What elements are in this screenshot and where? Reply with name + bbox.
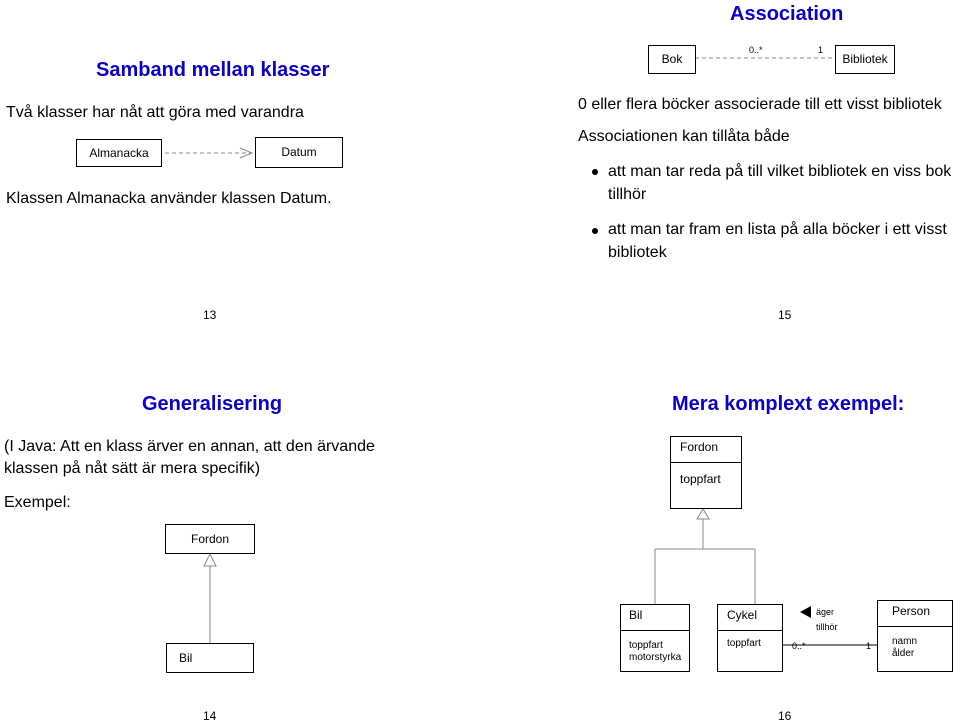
association-label: äger bbox=[816, 607, 835, 617]
bullet-text: att man tar reda på till vilket bibliotek en viss bok bbox=[608, 163, 952, 180]
class-attribute: toppfart bbox=[727, 638, 761, 649]
slide13-text-2: Klassen Almanacka använder klassen Datum. bbox=[6, 190, 332, 207]
class-attribute: toppfart bbox=[680, 472, 721, 486]
class-box-fordon bbox=[670, 436, 742, 509]
class-attribute: ålder bbox=[892, 648, 915, 659]
multiplicity-left: 0..* bbox=[749, 45, 763, 55]
bullet-icon bbox=[592, 228, 598, 234]
class-name: Bibliotek bbox=[842, 52, 888, 66]
bullet-text: att man tar fram en lista på alla böcker i ett visst bbox=[608, 221, 947, 238]
slide14-title: Generalisering bbox=[142, 393, 283, 415]
class-name: Bil bbox=[621, 605, 689, 631]
slide14-text-1: (I Java: Att en klass ärver en annan, att den ärvande bbox=[4, 438, 375, 455]
page-number: 13 bbox=[203, 308, 217, 322]
page-number: 14 bbox=[203, 709, 217, 723]
class-box-bok bbox=[648, 45, 696, 74]
slide15-text-1: 0 eller flera böcker associerade till ett visst bibliotek bbox=[578, 96, 942, 113]
multiplicity-right: 1 bbox=[818, 45, 824, 55]
class-box-bibliotek bbox=[835, 45, 895, 74]
class-name: Bok bbox=[661, 52, 683, 66]
class-box-bil bbox=[166, 643, 254, 673]
slide15-title: Association bbox=[730, 3, 844, 25]
class-box-person bbox=[877, 600, 953, 672]
class-box-almanacka bbox=[76, 139, 162, 167]
page-number: 16 bbox=[778, 709, 792, 723]
slide14-text-2: klassen på nåt sätt är mera specifik) bbox=[4, 460, 261, 477]
class-name: Person bbox=[878, 601, 952, 627]
class-name: Fordon bbox=[190, 532, 230, 546]
class-box-bil bbox=[620, 604, 690, 672]
class-name: Almanacka bbox=[89, 146, 149, 160]
class-box-cykel bbox=[717, 604, 783, 672]
multiplicity-left: 0..* bbox=[792, 641, 806, 651]
class-attribute: toppfart bbox=[629, 640, 663, 651]
slide13-text-1: Två klasser har nåt att göra med varandra bbox=[6, 104, 304, 121]
class-name: Datum bbox=[281, 145, 317, 159]
bullet-text-cont: tillhör bbox=[608, 186, 647, 203]
class-attribute: motorstyrka bbox=[629, 652, 682, 663]
bullet-text-cont: bibliotek bbox=[608, 244, 667, 261]
slide16-title: Mera komplext exempel: bbox=[672, 393, 905, 415]
class-box-fordon bbox=[165, 524, 255, 554]
class-name: Cykel bbox=[718, 605, 782, 631]
association-label: tillhör bbox=[816, 622, 838, 632]
page-number: 15 bbox=[778, 308, 792, 322]
class-attribute: namn bbox=[892, 636, 918, 647]
slide13-title: Samband mellan klasser bbox=[96, 59, 330, 81]
multiplicity-right: 1 bbox=[866, 641, 872, 651]
bullet-icon bbox=[592, 169, 598, 175]
slide14-text-3: Exempel: bbox=[4, 494, 71, 511]
class-box-datum bbox=[255, 137, 343, 168]
class-name: Fordon bbox=[671, 437, 741, 463]
class-name: Bil bbox=[179, 651, 193, 665]
slide15-text-2: Associationen kan tillåta både bbox=[578, 128, 790, 145]
